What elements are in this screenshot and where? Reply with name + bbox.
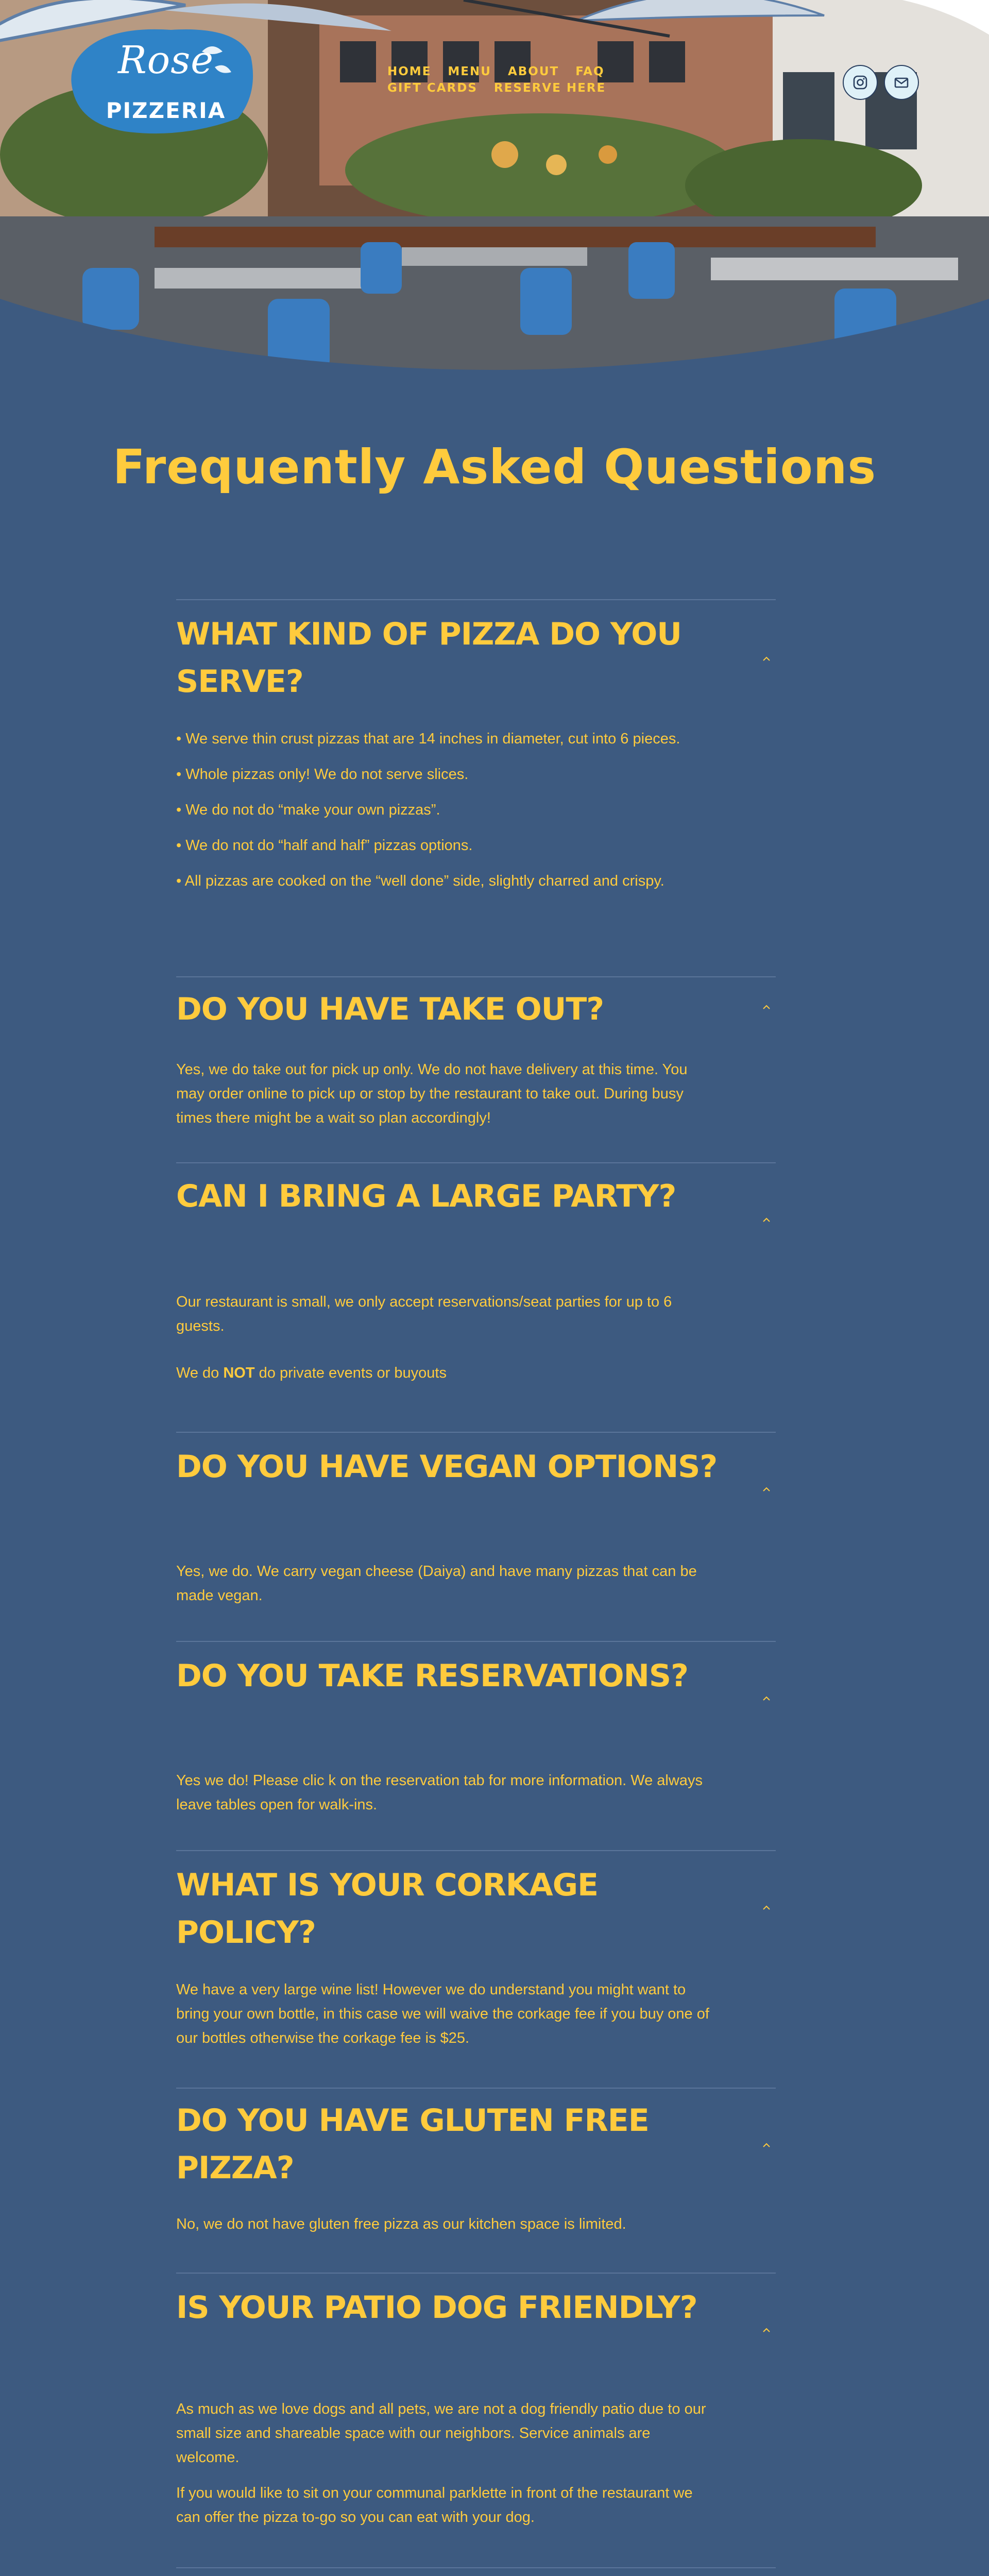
faq-divider [176,2567,776,2568]
faq-question[interactable]: WHAT KIND OF PIZZA DO YOU SERVE? [176,616,681,700]
chevron-up-icon[interactable] [759,652,774,666]
page-title: Frequently Asked Questions [112,439,877,495]
faq-answer-line: Our restaurant is small, we only accept reservations/seat parties for up to 6 guests. [176,1294,672,1334]
faq-answer [176,1769,712,1828]
faq-answer-line: • We do not do “make your own pizzas”. [176,802,440,818]
faq-item-pizza [176,599,776,889]
faq-question[interactable]: WHAT IS YOUR CORKAGE POLICY? [176,1867,598,1951]
faq-question[interactable]: DO YOU HAVE TAKE OUT? [176,991,604,1027]
nav-menu[interactable]: MENU [448,65,491,78]
faq-answer-note [176,1361,712,1385]
faq-answer-line: • We serve thin crust pizzas that are 14 inches in diameter, cut into 6 pieces. [176,731,680,747]
faq-answer-line: No, we do not have gluten free pizza as our kitchen space is limited. [176,2216,626,2232]
chevron-up-icon[interactable] [759,2138,774,2153]
note-emphasis: NOT [223,1365,255,1381]
faq-answer [176,1560,712,1619]
logo-script-name: Rose [117,38,214,82]
faq-item-vegan [176,1432,776,1604]
main-nav [387,65,624,95]
nav-reserve-here[interactable]: RESERVE HERE [493,81,606,95]
nav-gift-cards[interactable]: GIFT CARDS [387,81,478,95]
chevron-up-icon[interactable] [759,1901,774,1915]
chevron-up-icon[interactable] [759,1482,774,1497]
faq-answer-line: • Whole pizzas only! We do not serve slices. [176,766,469,783]
faq-answer-line: • We do not do “half and half” pizzas options. [176,837,473,854]
faq-answer [176,1290,712,1397]
faq-question[interactable]: DO YOU HAVE VEGAN OPTIONS? [176,1449,718,1485]
faq-item-dog-friendly [176,2273,776,2526]
faq-question[interactable]: DO YOU TAKE RESERVATIONS? [176,1658,688,1694]
nav-home[interactable]: HOME [387,65,432,78]
faq-answer-line: Yes we do! Please clic k on the reservation tab for more information. We always leave tables open for walk-ins. [176,1772,703,1813]
faq-answer-line: As much as we love dogs and all pets, we are not a dog friendly patio due to our small size and shareable space with our neighbors. Service animals are welcome. [176,2401,706,2466]
faq-answer-line: Yes, we do take out for pick up only. We do not have delivery at this time. You may order online to pick up or stop by the restaurant to take out. During busy times there might be a wait so plan accordingly! [176,1061,688,1126]
faq-item-gluten-free [176,2088,776,2232]
nav-about[interactable]: ABOUT [507,65,559,78]
faq-question[interactable]: CAN I BRING A LARGE PARTY? [176,1178,676,1214]
faq-item-take-out [176,976,776,1126]
chevron-up-icon[interactable] [759,1000,774,1014]
email-icon [894,75,909,90]
site-header [0,0,989,123]
logo-sub-name: PIZZERIA [106,98,226,123]
chevron-up-icon[interactable] [759,1213,774,1227]
email-link[interactable] [884,65,919,100]
hero-section [0,0,989,381]
faq-item-reservations [176,1641,776,1813]
note-text: do private events or buyouts [254,1365,447,1381]
faq-answer [176,2212,712,2248]
nav-faq[interactable]: FAQ [575,65,605,78]
faq-answer-line: If you would like to sit on your communal parklette in front of the restaurant we can offer the pizza to-go so you can eat with your dog. [176,2485,693,2526]
faq-answer-line: Yes, we do. We carry vegan cheese (Daiya) and have many pizzas that can be made vegan. [176,1563,697,1604]
chevron-up-icon[interactable] [759,2323,774,2337]
faq-answer [176,2397,712,2541]
chevron-up-icon[interactable] [759,1691,774,1706]
faq-answer [176,1978,712,2062]
faq-answer-line: We have a very large wine list! However we do understand you might want to bring your own bottle, in this case we will waive the corkage fee if you buy one of our bottles otherwise the corkage fee is $25. [176,1981,709,2046]
hero-wave [0,289,989,381]
instagram-icon [852,75,868,90]
faq-answer [176,727,712,905]
logo[interactable] [68,21,259,139]
faq-item-corkage [176,1850,776,2046]
faq-answer-line: • All pizzas are cooked on the “well done” side, slightly charred and crispy. [176,873,664,889]
faq-answer [176,1058,712,1142]
note-text: We do [176,1365,224,1381]
faq-question[interactable]: IS YOUR PATIO DOG FRIENDLY? [176,2290,697,2326]
faq-item-large-party [176,1162,776,1381]
faq-question[interactable]: DO YOU HAVE GLUTEN FREE PIZZA? [176,2103,649,2186]
instagram-link[interactable] [843,65,878,100]
